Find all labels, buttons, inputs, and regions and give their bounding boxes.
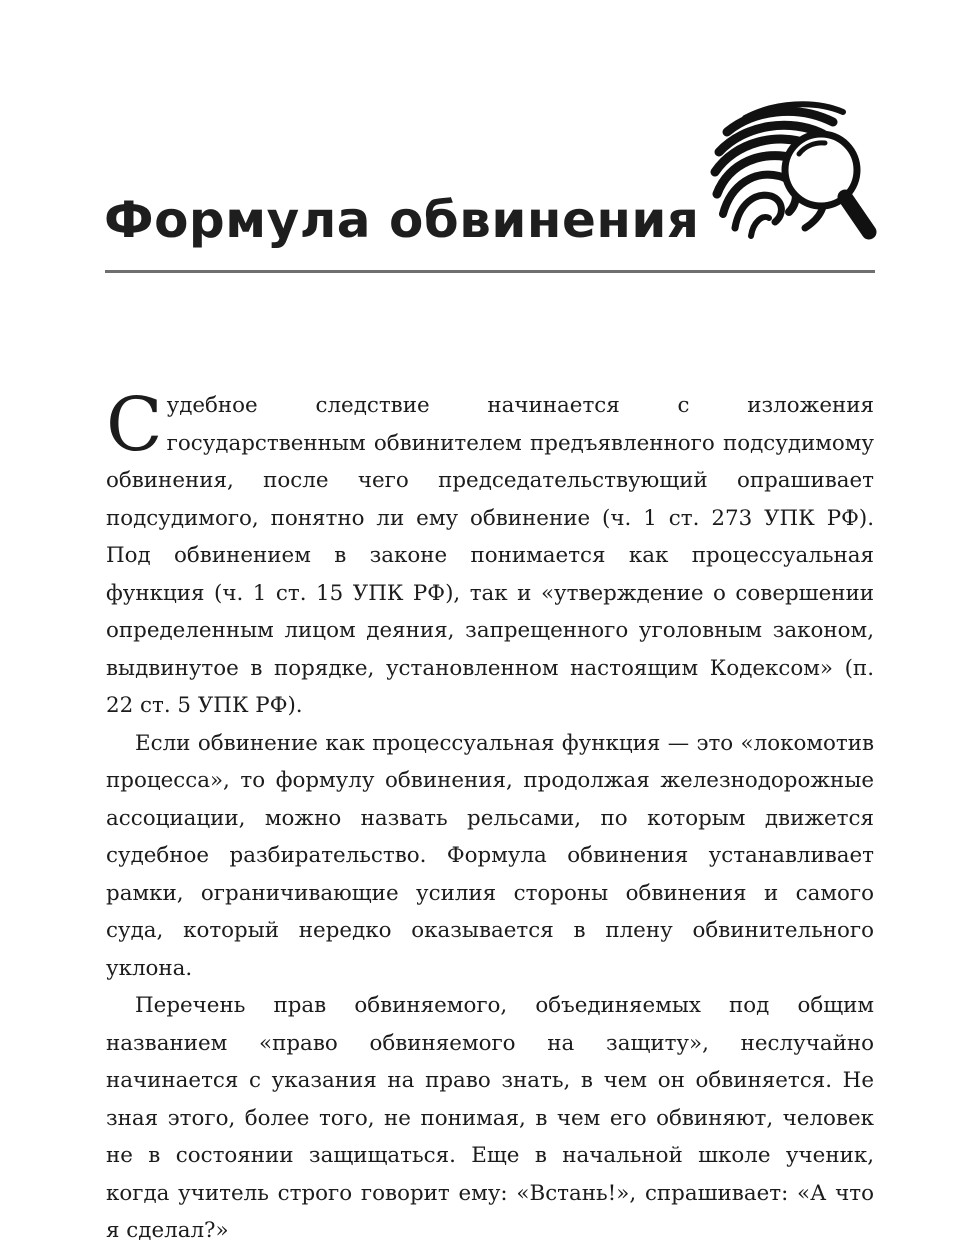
body-text [106,382,874,1250]
paragraph-1-text: удебное следствие начинается с изложения государственным обвинителем предъявленного подсудимому обвинения, после чего председательствующий опрашивает подсудимого, понятно ли ему обвинение (ч. 1 ст. 273 УПК РФ). Под обвинением в законе понимается как процессуальная функция (ч. 1 ст. 15 УПК РФ), так и «утверждение о совершении определенным лицом деяния, запрещенного уголовным законом, выдвинутое в порядке, установленном настоящим Кодексом» (п. 22 ст. 5 УПК РФ). [106,393,874,718]
drop-cap: С [106,382,163,468]
paragraph-1 [106,382,874,725]
title-divider [105,270,875,273]
chapter-title: Формула обвинения [104,191,700,249]
paragraph-3: Перечень прав обвиняемого, объединяемых под общим названием «право обвиняемого на защиту», неслучайно начинается с указания на право знать, в чем он обвиняется. Не зная этого, более того, не понимая, в чем его обвиняют, человек не в состоянии защищаться. Еще в начальной школе ученик, когда учитель строго говорит ему: «Встань!», спрашивает: «А что я сделал?» [106,993,874,1243]
magnifier-fingerprint-icon [705,100,880,245]
paragraph-2: Если обвинение как процессуальная функция — это «локомотив процесса», то формулу обвинения, продолжая железнодорожные ассоциации, можно назвать рельсами, по которым движется судебное разбирательство. Формула обвинения устанавливает рамки, ограничивающие усилия стороны обвинения и самого суда, который нередко оказывается в плену обвинительного уклона. [106,730,874,981]
